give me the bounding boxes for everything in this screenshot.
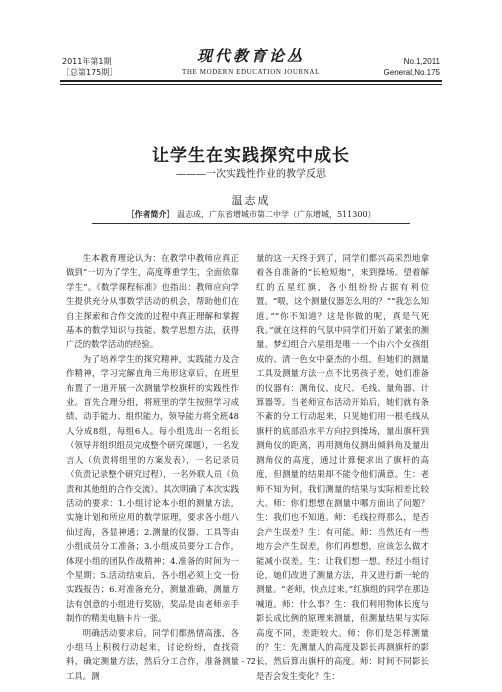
paragraph: 明确活动要求后，同学们都热情高涨，各小组马上积极行动起来，讨论纷纷，查找资料，确定测量方法，然后分工合作，准备测量工具。测	[66, 627, 239, 681]
header-rule-thick	[60, 80, 442, 82]
paragraph: 量的这一天终于到了，同学们都兴高采烈地拿着各自准备的“长枪短炮”，来到操场。望着解红的五星红旗，各小组纷纷占据有利位置。“喂，这个测量仪器怎么用的？”“我怎么知道。”“你不知道？这是你做的呢，真是气死我。”就在这样的气氛中同学们开始了紧张的测量。梦幻组合六星组是唯一一个由六个女孩组成的、清一色女中豪杰的小组，但她们的测量工具及测量方法一点不比男孩子差，她们准备的仪器有：测角仪、皮尺、毛线、量角器、计算器等。当老师宣布活动开始后，她们就有条不紊的分工行动起来，只见她们用一根毛线从旗杆的底部沿水平方向拉到操场，量出旗杆到测角仪的距离，再用测角仪测出倾斜角及量出测角仪的高度，通过计算便求出了旗杆的高度，但测量的结果却不能令他们满意。生：老师不知为何，我们测量的结果与实际相差比较大。师：你们想想在测量中哪方面出了问题？生：我们也不知道。师：毛线拉得那么，是否会产生误差？生：有可能。师：当然还有一些地方会产生误差，你们再想想，应该怎么做才能减小误差。生：让我们想一想。经过小组讨论，她们改进了测量方法，并又进行新一轮的测量。“老师，快点过来。”红旗组的同学在那边喊道。师：什么事？生：我们利用物体长度与影长成比例的原理来测量，但测量结果与实际高度不同，差距较大。师：你们是怎样测量的？生：先测量人的高度及影长再测旗杆的影长，然后算出旗杆的高度。师：时间不同影长是否会发生变化？生：	[256, 253, 429, 681]
volume-number-cn: ［总第175期］	[62, 68, 118, 77]
header-rule-thin	[60, 84, 442, 85]
article-author: 温志成	[231, 194, 271, 207]
issue-number-en: No.1,2011	[403, 57, 440, 66]
journal-name-calligraphy: 现代教育论丛	[196, 47, 305, 65]
author-bio-label: ［作者简介］	[126, 209, 175, 219]
author-bio-text: 温志成，广东省增城市第二中学（广东增城，511300）	[177, 210, 376, 219]
paragraph: 生本教育理论认为：在教学中教师应真正做到“一切为了学生，高度尊重学生，全面依靠学生”。《数学课程标准》也指出：教师应向学生提供充分从事数学活动的机会，帮助他们在自主探索和合作交流的过程中真正理解和掌握基本的数学知识与技能、数学思想方法，获得广泛的数学活动的经验。	[66, 253, 239, 350]
page-number: - 72 -	[241, 657, 261, 666]
author-bio	[92, 207, 410, 224]
body-column-left	[66, 251, 239, 683]
issue-number-cn: 2011年第1期	[62, 57, 112, 66]
volume-number-en: General,No.175	[383, 68, 440, 77]
paragraph: 为了培养学生的探究精神，实践能力及合作精神，学习完解直角三角形这章后，在班里布置了一道开展一次测量学校旗杆的实践性作业。首先合理分组，将班里的学生按照学习成绩、动手能力、组织能力，领导能力将全班48人分成8组，每组6人。每小组选出一名组长（领导并组织组员完成整个研究课题），一名发言人（负责将组里的方案发表），一名记录员（负责记录整个研究过程），一名外联人员（负责和其他组的合作交流）。其次明确了本次实践活动的要求：1.小组讨论本小组的测量方法，实施计划和所应用的数学原理，要求各小组八仙过海，各显神通；2.测量的仪器、工具等由小组成员分工准备；3.小组成员要分工合作，体现小组的团队作战精神；4.准备的时间为一个星期；5.活动结束后，各小组必须上交一份实践报告；6.对准备充分，测量准确，测量方法有创意的小组进行奖励，奖品是由老师亲手制作的精美电脑卡片一张。	[66, 353, 239, 624]
issue-info-right	[384, 56, 440, 78]
article-title: 让学生在实践探究中成长	[152, 146, 350, 166]
article-subtitle: ———一次实践性作业的教学反思	[176, 169, 326, 180]
body-column-right	[256, 251, 429, 683]
journal-name-en: THE MODERN EDUCATION JOURNAL	[182, 68, 320, 76]
